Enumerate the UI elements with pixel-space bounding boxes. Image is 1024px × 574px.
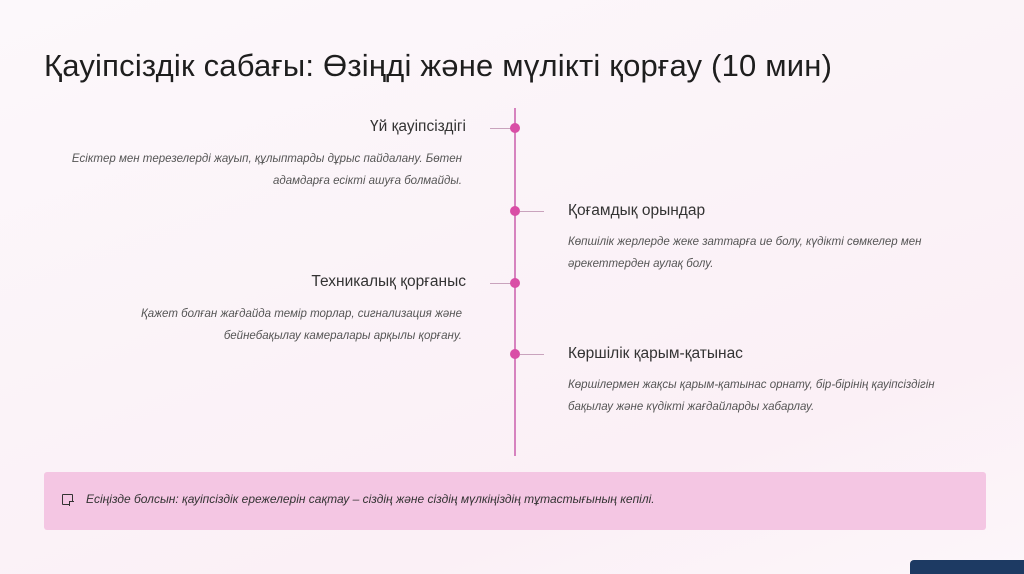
description-line: Көпшілік жерлерде жеке заттарға ие болу, күдікті сөмкелер мен bbox=[568, 236, 922, 248]
timeline-item-heading: Үй қауіпсіздігі bbox=[370, 118, 466, 135]
timeline-item-heading: Қоғамдық орындар bbox=[568, 202, 706, 219]
description-line: адамдарға есікті ашуға болмайды. bbox=[273, 175, 462, 187]
timeline-dot bbox=[510, 278, 520, 288]
description-line: бейнебақылау камералары арқылы қорғану. bbox=[223, 330, 462, 342]
description-line: Қажет болған жағдайда темір торлар, сигнализация және bbox=[140, 308, 462, 320]
corner-badge bbox=[910, 560, 1024, 574]
page-title: Қауіпсіздік сабағы: Өзіңді және мүлікті қорғау (10 мин) bbox=[44, 48, 833, 83]
timeline-connector bbox=[520, 211, 544, 212]
timeline-item-description bbox=[42, 148, 462, 192]
timeline-item-description bbox=[568, 231, 988, 275]
timeline-dot bbox=[510, 123, 520, 133]
timeline-dot bbox=[510, 349, 520, 359]
description-line: әрекеттерден аулақ болу. bbox=[568, 258, 714, 270]
description-line: Көршілермен жақсы қарым-қатынас орнату, бір-бірінің қауіпсіздігін bbox=[568, 379, 935, 391]
timeline-item-heading: Техникалық қорғаныс bbox=[311, 273, 466, 290]
timeline-item-heading: Көршілік қарым-қатынас bbox=[568, 345, 743, 362]
note-icon bbox=[62, 494, 73, 505]
reminder-text: Есіңізде болсын: қауіпсіздік ережелерін сақтау – сіздің және сіздің мүлкіңіздің тұтастығының кепілі. bbox=[86, 492, 655, 506]
timeline-dot bbox=[510, 206, 520, 216]
timeline-item-description bbox=[42, 303, 462, 347]
description-line: бақылау және күдікті жағдайларды хабарлау. bbox=[568, 401, 815, 413]
reminder-note bbox=[44, 472, 986, 530]
timeline-connector bbox=[520, 354, 544, 355]
description-line: Есіктер мен терезелерді жауып, құлыптарды дұрыс пайдалану. Бөтен bbox=[71, 153, 462, 165]
timeline-item-description bbox=[568, 374, 988, 418]
